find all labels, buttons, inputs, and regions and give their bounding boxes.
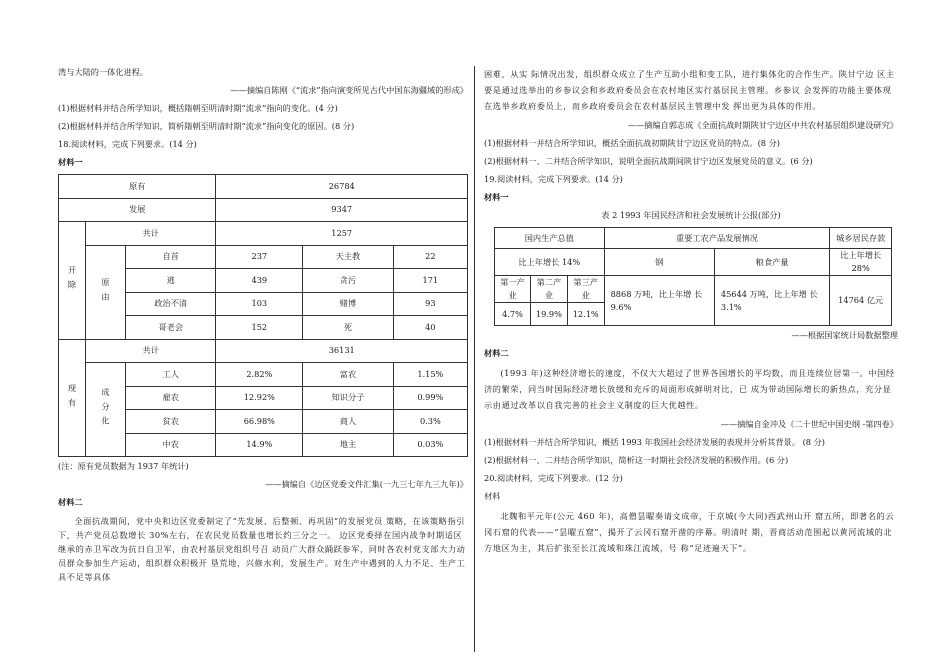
- table-row: [495, 228, 892, 249]
- table-row: [59, 198, 468, 222]
- develop-label: 发展: [59, 198, 216, 222]
- right-column: [484, 66, 898, 561]
- original-value: 26784: [216, 175, 468, 199]
- table-row: [495, 276, 892, 303]
- current-label: 现有: [59, 339, 86, 457]
- cell: 中农: [126, 433, 216, 457]
- cell: 66.98%: [216, 410, 303, 434]
- intro-line: 湾与大陆的一体化进程。: [58, 67, 149, 77]
- cell: 14.9%: [216, 433, 303, 457]
- cell: 152: [216, 316, 303, 340]
- table-row: [59, 222, 468, 246]
- cell: 0.3%: [393, 410, 467, 434]
- cell: 天主教: [303, 245, 393, 269]
- expel-total-value: 1257: [216, 222, 468, 246]
- table-note: (注：原有党员数据为 1937 年统计): [58, 461, 189, 471]
- material1-label: 材料一: [58, 157, 83, 167]
- cell: 逃: [126, 269, 216, 293]
- cell: 12.92%: [216, 386, 303, 410]
- column-divider: [474, 66, 475, 652]
- table-row: [59, 339, 468, 363]
- question-19-2: (2)根据材料一、二并结合所学知识，简析这一时期社会经济发展的积极作用。(6 分): [484, 455, 789, 465]
- cell: 政治不清: [126, 292, 216, 316]
- cell: 赌博: [303, 292, 393, 316]
- secondary-label: 第二产业: [531, 276, 568, 303]
- cell: 哥老会: [126, 316, 216, 340]
- primary-label: 第一产业: [495, 276, 531, 303]
- question-18-2: (2)根据材料一、二并结合所学知识，说明全面抗战期间陕甘宁边区发展党员的意义。(6 分): [484, 156, 813, 166]
- original-label: 原有: [59, 175, 216, 199]
- steel-value: 8868 万吨，比上年增 长 9.6%: [604, 276, 714, 326]
- industry-label: 重要工农产品发展情况: [604, 228, 830, 249]
- cell: 0.03%: [393, 433, 467, 457]
- source-17: ——摘编自陈刚《“流求”指向演变所见古代中国东海疆域的形成》: [230, 85, 468, 95]
- source-19b: ——摘编自金冲及《二十世纪中国史纲 -第四卷》: [720, 419, 898, 429]
- cell: 雇农: [126, 386, 216, 410]
- source-18a: ——摘编自《边区党委文件汇集(一九三七年九三九年)》: [265, 479, 468, 489]
- cell: 0.99%: [393, 386, 467, 410]
- cell: 自首: [126, 245, 216, 269]
- question-19-1: (1)根据材料一并结合所学知识，概括 1993 年我国社会经济发展的表现并分析其背景。 (8 分): [484, 437, 826, 447]
- gdp-label: 国内生产总值: [495, 228, 605, 249]
- material2-text-19: (1993 年)这种经济增长的速度，不仅大大超过了世界各国增长的平均数，而且连续位居第一。中国经济的繁荣，同当时国际经济增长放缓和充斥的局面形成鲜明对比，已 成为带动国际增长的新热点，充分显示由通过改革以自我完善的社会主义制度的巨大优越性。: [484, 368, 895, 410]
- question-17-2: (2)根据材料并结合所学知识，简析隋朝至明清时期“流求”指向变化的原因。(8 分): [58, 121, 355, 131]
- cell: 贫农: [126, 410, 216, 434]
- cell: 93: [393, 292, 467, 316]
- primary-pct: 4.7%: [495, 303, 531, 326]
- table-row: [59, 363, 468, 387]
- cell: 贪污: [303, 269, 393, 293]
- grain-label: 粮食产量: [714, 249, 830, 276]
- cell: 富农: [303, 363, 393, 387]
- cell: 商人: [303, 410, 393, 434]
- composition-label: 成分化: [86, 363, 126, 457]
- question-20-title: 20.阅读材料，完成下列要求。(12 分): [484, 473, 623, 483]
- cell: 103: [216, 292, 303, 316]
- question-18-1: (1)根据材料一并结合所学知识，概括全面抗战初期陕甘宁边区党员的特点。(8 分): [484, 138, 780, 148]
- source-19a: ——根据国家统计局数据整理: [791, 330, 898, 340]
- expel-label: 开除: [59, 222, 86, 340]
- cell: 2.82%: [216, 363, 303, 387]
- cell: 40: [393, 316, 467, 340]
- table-row: [59, 175, 468, 199]
- material-text-20: 北魏和平元年(公元 460 年)，高僧昙曜奏请文成帝，于京城(今大同)西武州山开 窟五所，即著名的云冈石窟的代表——“昙曜五窟”，揭开了云冈石窟开凿的序幕。明清时 期，晋商活动范围起以黄河流域的北方地区为主，其后扩张至长江流域和珠江流域，号 称“足迹遍天下”。: [484, 511, 895, 553]
- current-total-label: 共计: [86, 339, 216, 363]
- left-column: [58, 66, 468, 589]
- gdp-growth: 比上年增长 14%: [495, 249, 605, 276]
- tertiary-label: 第三产业: [567, 276, 604, 303]
- cell: 工人: [126, 363, 216, 387]
- cell: 死: [303, 316, 393, 340]
- cell: 171: [393, 269, 467, 293]
- cell: 22: [393, 245, 467, 269]
- current-total-value: 36131: [216, 339, 468, 363]
- deposit-label: 城乡居民存款: [830, 228, 892, 249]
- material2-label: 材料二: [58, 497, 83, 507]
- expel-total-label: 共计: [86, 222, 216, 246]
- cell: 439: [216, 269, 303, 293]
- table-row: [495, 249, 892, 276]
- source-18b: ——摘编自郭志成《全面抗战时期陕甘宁边区中共农村基层组织建设研究》: [627, 120, 898, 130]
- grain-value: 45644 万吨，比上年增 长 3.1%: [714, 276, 830, 326]
- deposit-value: 14764 亿元: [830, 276, 892, 326]
- deposit-growth: 比上年增长 28%: [830, 249, 892, 276]
- steel-label: 钢: [604, 249, 714, 276]
- question-18-title: 18.阅读材料，完成下列要求。(14 分): [58, 139, 197, 149]
- cell: 地主: [303, 433, 393, 457]
- cell: 237: [216, 245, 303, 269]
- material1-label-19: 材料一: [484, 192, 509, 202]
- question-19-title: 19.阅读材料，完成下列要求。(14 分): [484, 174, 623, 184]
- reason-label: 原由: [86, 245, 126, 339]
- table-title: 表 2 1993 年国民经济和社会发展统计公报(部分): [601, 210, 781, 220]
- continued-text: 困难，从实 际情况出发，组织群众成立了生产互助小组和变工队，进行集体化的合作生产。陕甘宁边 区主要是通过选举出的乡参议会和乡政府委员会在农村地区实行基层民主管理。乡参议 会发挥的功能主要体现在选举乡政府委员上，而乡政府委员会在农村基层民主管理中发 挥出更为具体的作用。: [484, 69, 895, 111]
- secondary-pct: 19.9%: [531, 303, 568, 326]
- table-row: [59, 245, 468, 269]
- question-17-1: (1)根据材料并结合所学知识，概括隋朝至明清时期“流求”指向的变化。(4 分): [58, 103, 338, 113]
- material-label-20: 材料: [484, 491, 501, 501]
- economy-table: [494, 227, 892, 326]
- cell: 知识分子: [303, 386, 393, 410]
- material2-label-19: 材料二: [484, 348, 509, 358]
- tertiary-pct: 12.1%: [567, 303, 604, 326]
- cell: 1.15%: [393, 363, 467, 387]
- material2-text: 全面抗战期间，党中央和边区党委制定了“先发展、后整顿、再巩固”的发展党员 策略，在该策略指引下，共产党员总数增长 30%左右，在农民党员数量也增长约三分之一。 边区党委择在国内战争时期适区继承的赤卫军改为抗日自卫军，由农村基层党组织号召 动员广大群众踊跃参军，同时各农村党支部大力动员群众参加生产运动，组织群众积极开 垦荒地，兴修水利，发展生产。对生产中遇到的人力不足、生产工具不足等具体: [58, 516, 466, 582]
- develop-value: 9347: [216, 198, 468, 222]
- party-member-table: [58, 174, 468, 457]
